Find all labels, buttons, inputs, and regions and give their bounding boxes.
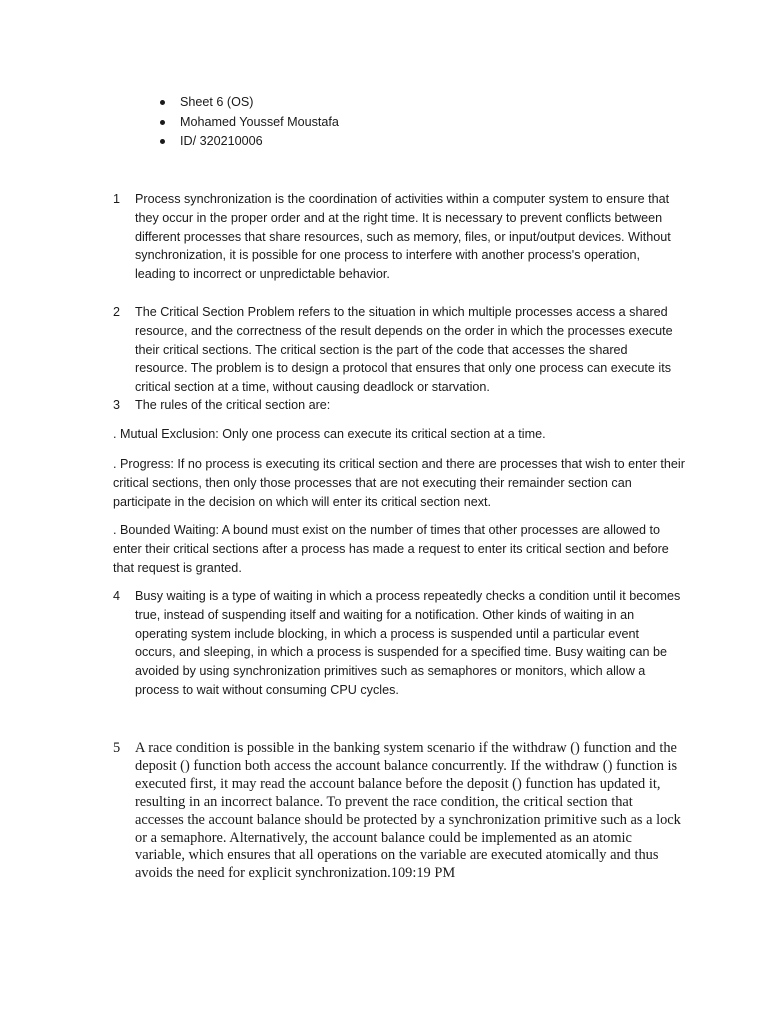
answer-text: Process synchronization is the coordination of activities within a computer system to ensure that they occur in the proper order and at the right time. It is necessary to prevent conflicts between different processes that share resources, such as memory, files, or input/output devices. Without synchronization, it is possible for one process to interfere with another process's operation, leading to incorrect or unpredictable behavior. [135, 192, 671, 282]
bullet-dot-icon [160, 120, 165, 125]
header-item-text: Sheet 6 (OS) [180, 95, 254, 109]
rule-bounded-waiting: . Bounded Waiting: A bound must exist on the number of times that other processes are allowed to enter their critical sections after a process has made a request to enter its critical section and before that request is granted. [113, 523, 669, 575]
answer-1 [113, 190, 683, 284]
answer-number: 3 [113, 398, 121, 412]
rule-mutual-exclusion: . Mutual Exclusion: Only one process can execute its critical section at a time. [113, 427, 546, 441]
answer-number: 1 [113, 192, 121, 206]
answer-3 [113, 396, 683, 415]
header-item-text: ID/ 320210006 [180, 134, 263, 148]
answer-text: The rules of the critical section are: [135, 398, 331, 412]
header-item-sheet [160, 93, 339, 113]
header-item-text: Mohamed Youssef Moustafa [180, 114, 339, 129]
answer-number: 4 [113, 589, 121, 603]
answer-5 [113, 740, 683, 883]
header-bullet-list [160, 93, 339, 152]
answer-text: Busy waiting is a type of waiting in which a process repeatedly checks a condition until it becomes true, instead of suspending itself and waiting for a notification. Other kinds of waiting in an operating system include blocking, in which a process is suspended until a particular event occurs, and sleeping, in which a process is suspended for a specified time. Busy waiting can be avoided by using synchronization primitives such as semaphores or monitors, which allow a process to wait without consuming CPU cycles. [135, 589, 681, 697]
answer-number: 2 [113, 305, 121, 319]
header-item-id [160, 132, 339, 152]
bullet-dot-icon [160, 100, 165, 105]
answer-number: 5 [113, 740, 121, 756]
answer-text: A race condition is possible in the banking system scenario if the withdraw () function and the deposit () function both access the account balance concurrently. If the withdraw () function is executed first, it may read the account balance before the deposit () function has updated it, resulting in an incorrect balance. To prevent the race condition, the critical section that accesses the account balance should be protected by a synchronization primitive such as a lock or a semaphore. Alternatively, the account balance could be implemented as an atomic variable, which ensures that all operations on the variable are executed atomically and thus avoids the need for explicit synchronization.109:19 PM [135, 740, 681, 882]
answer-text: The Critical Section Problem refers to the situation in which multiple processes access a shared resource, and the correctness of the result depends on the order in which the processes execute their critical sections. The critical section is the part of the code that accesses the shared resource. The problem is to design a protocol that ensures that only one process can execute its critical section at a time, without causing deadlock or starvation. [135, 305, 673, 395]
rule-progress: . Progress: If no process is executing its critical section and there are processes that wish to enter their critical sections, then only those processes that are not executing their remainder section can participate in the decision on which will enter its critical section next. [113, 457, 685, 509]
answer-2 [113, 303, 683, 397]
bullet-dot-icon [160, 139, 165, 144]
answer-4 [113, 587, 683, 700]
header-item-name [160, 113, 339, 133]
